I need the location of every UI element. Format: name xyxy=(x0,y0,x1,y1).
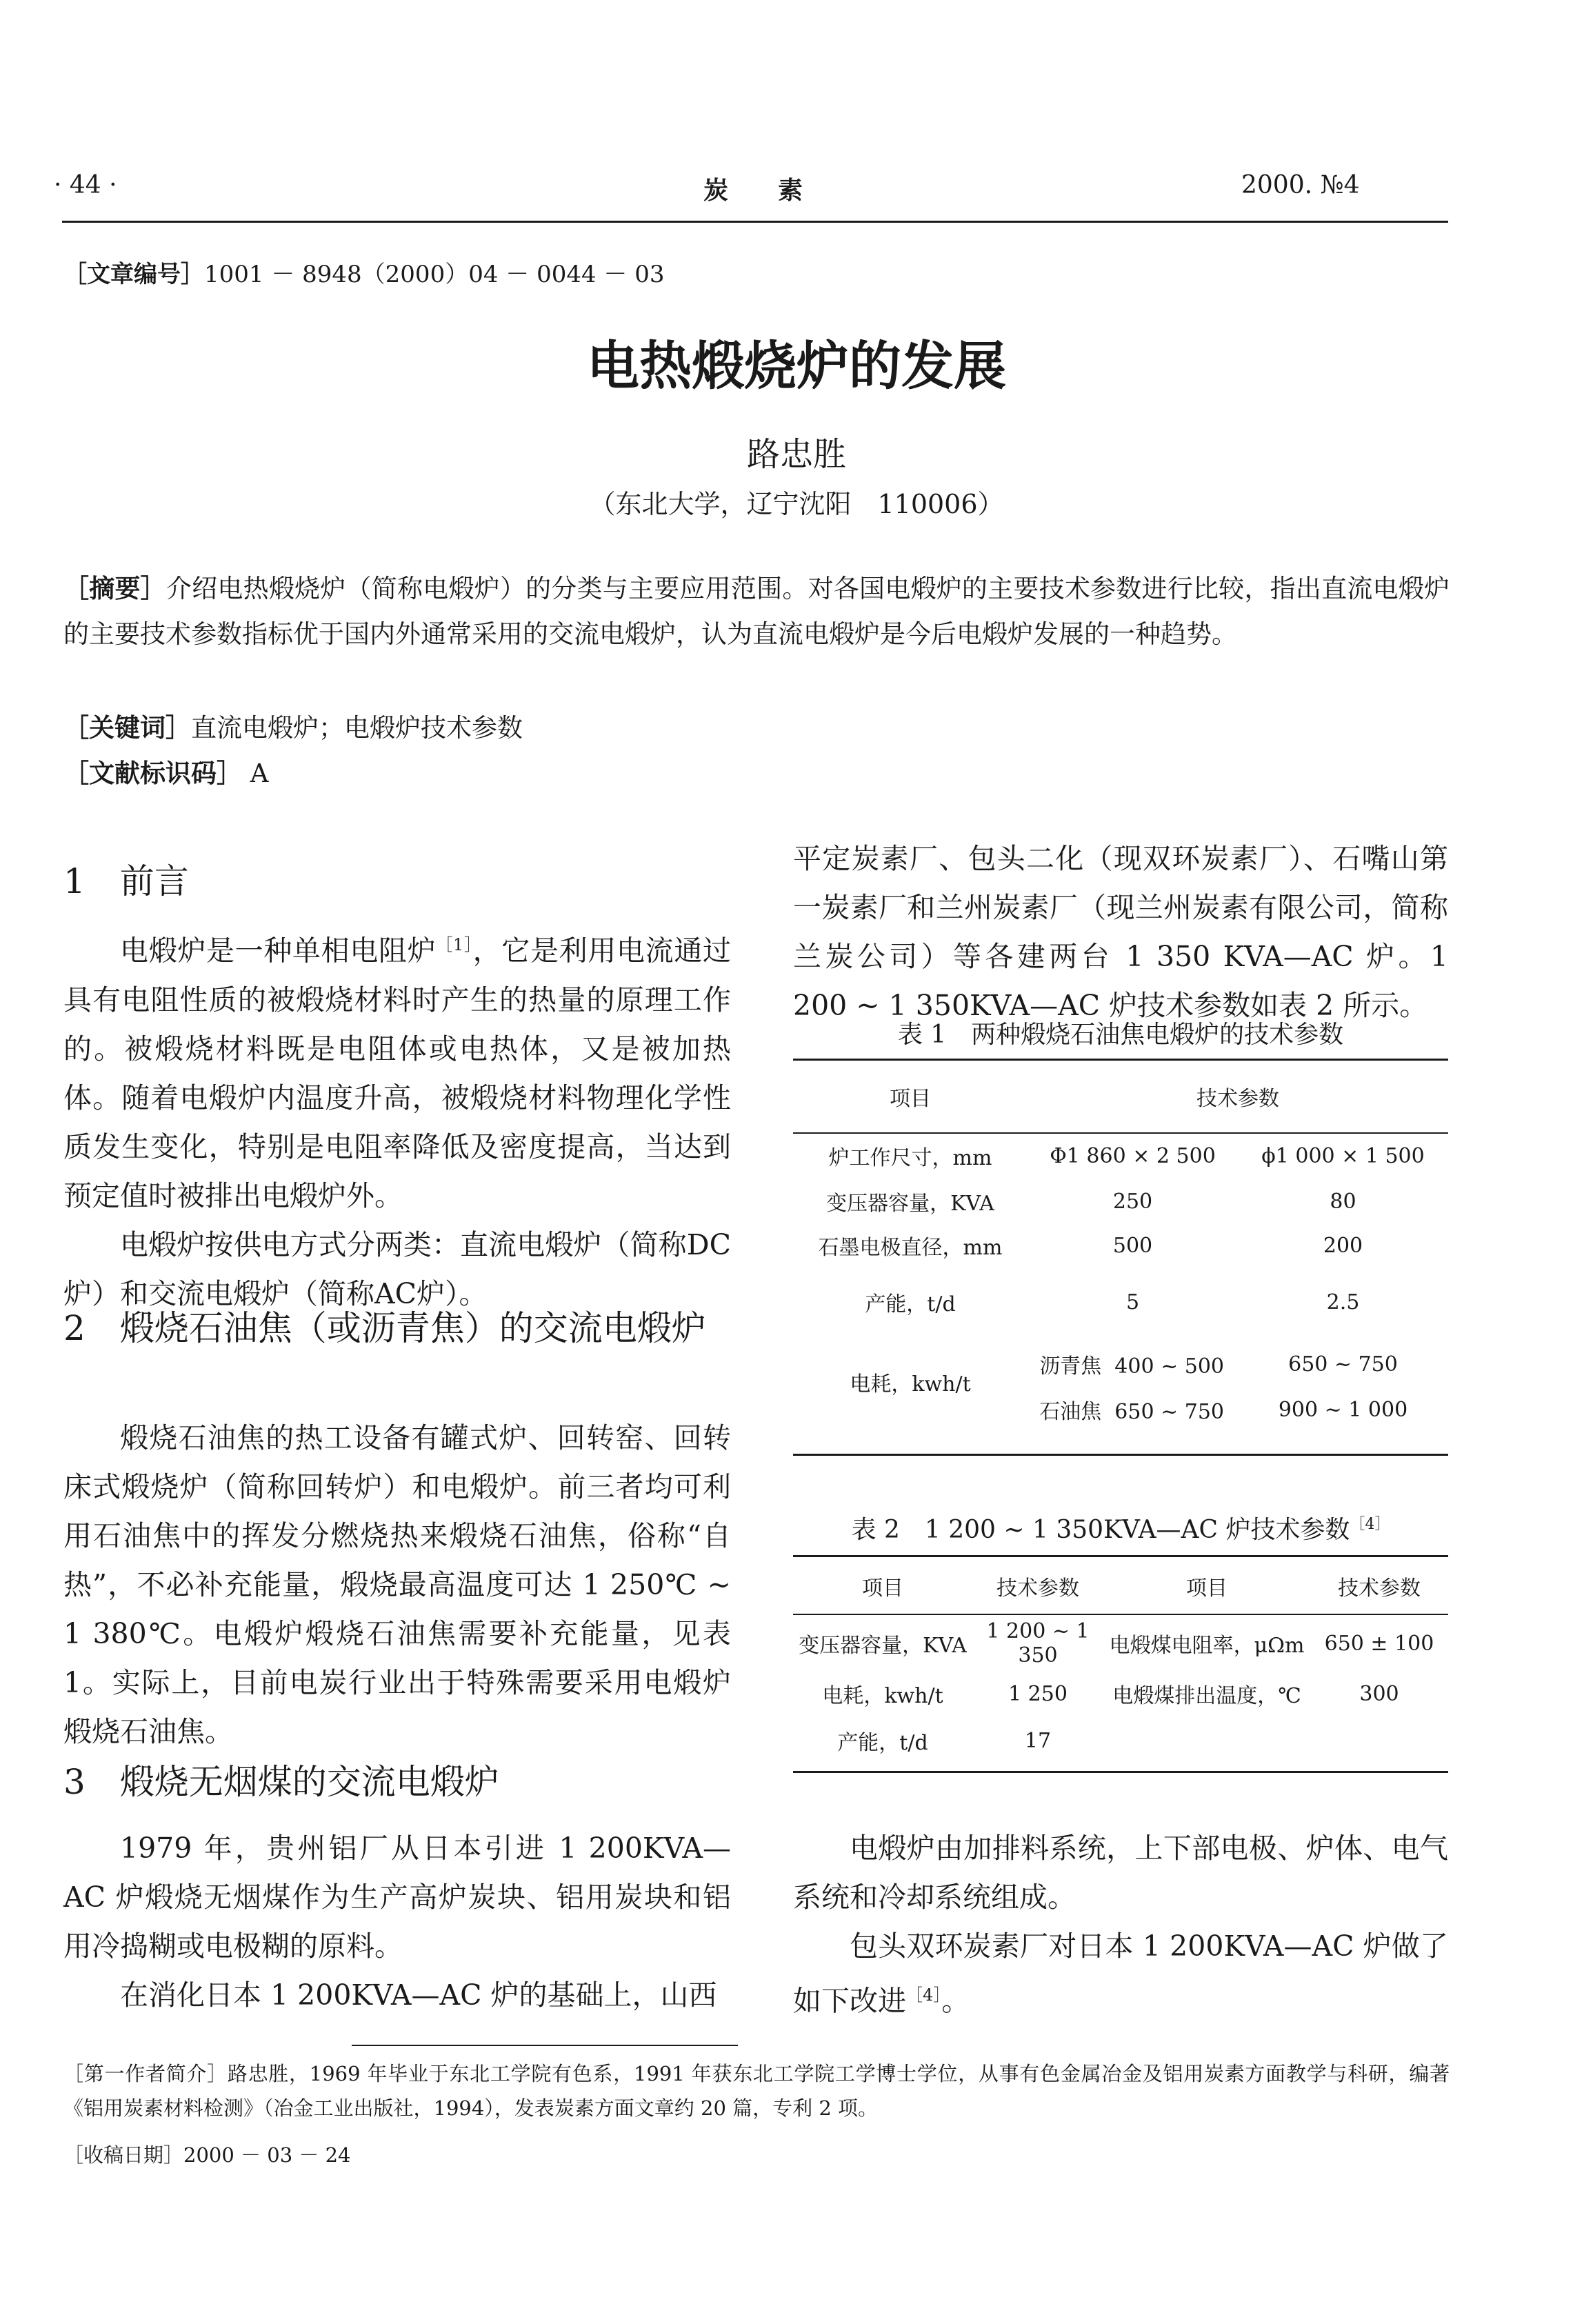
table-2-cell: 产能，t/d xyxy=(837,1731,928,1755)
table-1-cell: 250 xyxy=(1112,1189,1153,1214)
issue-number: 2000. №4 xyxy=(1241,171,1360,199)
table-row xyxy=(793,1179,1448,1223)
author-intro-label: ［第一作者简介］ xyxy=(63,2062,228,2085)
table-2-cell: 变压器容量，KVA xyxy=(799,1634,967,1658)
table-1-caption: 表 1 两种煅烧石油焦电煅炉的技术参数 xyxy=(897,1021,1344,1049)
section-1-heading: 1 前言 xyxy=(63,861,189,901)
table-2-cell xyxy=(1103,1716,1310,1765)
doc-code-value: A xyxy=(250,759,269,788)
table-1-head-params: 技术参数 xyxy=(1196,1087,1279,1111)
section-3-paragraph-1: 1979 年，贵州铝厂从日本引进 1 200KVA—AC 炉煅烧无烟煤作为生产高炉炭块、铝用炭块和铝用冷捣糊或电极糊的原料。 xyxy=(63,1832,731,1963)
table-2-head: 项目 xyxy=(1186,1576,1228,1601)
page-number: · 44 · xyxy=(54,171,117,199)
received-value: 2000 － 03 － 24 xyxy=(183,2143,351,2167)
keywords-label: ［关键词］ xyxy=(63,712,191,743)
table-1-cell: 650 ~ 750 xyxy=(1288,1352,1398,1376)
section-1-paragraph-1 xyxy=(63,921,731,1221)
table-1-cell: ϕ1 000 × 1 500 xyxy=(1261,1143,1425,1168)
keywords xyxy=(63,705,523,751)
table-1-cell xyxy=(1028,1392,1238,1428)
table-1-cell: 变压器容量，KVA xyxy=(826,1192,994,1216)
table-row xyxy=(793,1132,1448,1179)
article-title: 电热煅烧炉的发展 xyxy=(587,335,1006,397)
table-1-sub-label: 石油焦 xyxy=(1039,1400,1102,1424)
section-3-paragraph-2: 在消化日本 1 200KVA—AC 炉的基础上，山西 xyxy=(120,1979,717,2012)
table-2-head: 项目 xyxy=(862,1576,903,1601)
author-affiliation: （东北大学，辽宁沈阳 110006） xyxy=(589,489,1004,519)
table-row xyxy=(793,1336,1448,1392)
table-2 xyxy=(793,1557,1448,1765)
table-2-head: 技术参数 xyxy=(996,1576,1079,1601)
citation-1: ［1］ xyxy=(436,935,473,954)
table-row xyxy=(793,1223,1448,1268)
table-row xyxy=(793,1615,1448,1672)
table-2-head: 技术参数 xyxy=(1338,1576,1421,1601)
table-1-cell: 500 xyxy=(1112,1233,1153,1258)
table-2-cell: 17 xyxy=(1024,1728,1052,1753)
table-1-cell: 产能，t/d xyxy=(865,1292,956,1316)
table-2-cell: 电耗，kwh/t xyxy=(822,1684,943,1708)
table-1-bottom-rule xyxy=(793,1454,1448,1456)
abstract xyxy=(63,565,1450,657)
article-number xyxy=(63,255,664,289)
table-1-cell-power: 电耗，kwh/t xyxy=(850,1372,971,1396)
table-1-cell: 炉工作尺寸，mm xyxy=(828,1146,992,1170)
table-1 xyxy=(793,1061,1448,1428)
table-1-cell: 石墨电极直径，mm xyxy=(818,1236,1003,1260)
table-1-cell: 200 xyxy=(1323,1233,1363,1258)
table-row xyxy=(793,1268,1448,1336)
author-name: 路忠胜 xyxy=(746,435,846,474)
right-paragraph-2 xyxy=(793,1922,1448,2026)
abstract-label: ［摘要］ xyxy=(63,573,166,603)
table-1-sub-value: 650 ~ 750 xyxy=(1114,1400,1224,1424)
table-2-cell: 1 200 ~ 1 350 xyxy=(986,1619,1090,1667)
table-2-cell: 电煅煤排出温度，℃ xyxy=(1112,1684,1301,1708)
right-paragraph-2-text: 包头双环炭素厂对日本 1 200KVA—AC 炉做了如下改进 xyxy=(793,1930,1448,2018)
received-label: ［收稿日期］ xyxy=(63,2143,184,2167)
table-1-head-item: 项目 xyxy=(890,1087,931,1111)
section-2-body xyxy=(63,1414,731,1756)
author-intro-footnote xyxy=(63,2056,1450,2125)
keywords-text: 直流电煅炉；电煅炉技术参数 xyxy=(191,713,523,743)
right-paragraph-1: 电煅炉由加排料系统，上下部电极、炉体、电气系统和冷却系统组成。 xyxy=(793,1832,1448,1914)
table-2-bottom-rule xyxy=(793,1771,1448,1773)
article-number-value: 1001 － 8948（2000）04 － 0044 － 03 xyxy=(204,261,665,288)
right-paragraph-2-end: 。 xyxy=(941,1984,970,2018)
table-1-cell: 5 xyxy=(1125,1290,1140,1314)
doc-code xyxy=(63,750,269,797)
section-1-paragraph-2: 电煅炉按供电方式分两类：直流电煅炉（简称DC炉）和交流电煅炉（简称AC炉）。 xyxy=(63,1228,731,1310)
table-1-sub-label: 沥青焦 xyxy=(1039,1354,1102,1379)
doc-code-label: ［文献标识码］ xyxy=(63,758,242,788)
table-2-cell: 电煅煤电阻率，μΩm xyxy=(1109,1634,1305,1658)
journal-name: 炭 素 xyxy=(703,176,803,205)
right-column-continuation: 平定炭素厂、包头二化（现双环炭素厂）、石嘴山第一炭素厂和兰州炭素厂（现兰州炭素有限公司，简称兰炭公司）等各建两台 1 350 KVA—AC 炉。1 200 ~ 1 350KVA—AC 炉技术参数如表 2 所示。 xyxy=(793,842,1448,1022)
right-column-body xyxy=(793,1824,1448,2026)
table-1-cell xyxy=(1028,1336,1238,1392)
table-row xyxy=(793,1716,1448,1765)
section-1-body xyxy=(63,921,731,1319)
section-3-body xyxy=(63,1824,731,2020)
table-row xyxy=(793,1672,1448,1716)
author-intro-text: 路忠胜，1969 年毕业于东北工学院有色系，1991 年获东北工学院工学博士学位，从事有色金属冶金及铝用炭素方面教学与科研，编著《铝用炭素材料检测》（冶金工业出版社，1994），发表炭素方面文章约 20 篇，专利 2 项。 xyxy=(63,2062,1450,2120)
citation-4: ［4］ xyxy=(906,1985,942,2005)
table-1-cell: 80 xyxy=(1330,1189,1356,1214)
table-2-caption xyxy=(793,1510,1448,1545)
table-2-caption-text: 表 2 1 200 ~ 1 350KVA—AC 炉技术参数 xyxy=(851,1516,1350,1544)
section-2-paragraph-1: 煅烧石油焦的热工设备有罐式炉、回转窑、回转床式煅烧炉（简称回转炉）和电煅炉。前三者均可利用石油焦中的挥发分燃烧热来煅烧石油焦，俗称“自热”，不必补充能量，煅烧最高温度可达 1 250℃ ~ 1 380℃。电煅炉煅烧石油焦需要补充能量，见表 1。实际上，目前电炭行业出于特殊需要采用电煅炉煅烧石油焦。 xyxy=(63,1421,731,1748)
section-3-heading: 3 煅烧无烟煤的交流电煅炉 xyxy=(63,1762,499,1802)
table-2-citation: ［4］ xyxy=(1350,1516,1390,1533)
footnote-rule xyxy=(352,2045,738,2046)
section-1-p1-rest: ，它是利用电流通过具有电阻性质的被煅烧材料时产生的热量的原理工作的。被煅烧材料既是电阻体或电热体，又是被加热体。随着电煅炉内温度升高，被煅烧材料物理化学性质发生变化，特别是电阻率降低及密度提高，当达到预定值时被排出电煅炉外。 xyxy=(63,934,731,1212)
table-2-cell xyxy=(1310,1716,1448,1765)
table-1-cell: 900 ~ 1 000 xyxy=(1278,1397,1408,1422)
header-rule xyxy=(62,221,1448,223)
abstract-text: 介绍电热煅烧炉（简称电煅炉）的分类与主要应用范围。对各国电煅炉的主要技术参数进行比较，指出直流电煅炉的主要技术参数指标优于国内外通常采用的交流电煅炉，认为直流电煅炉是今后电煅炉发展的一种趋势。 xyxy=(63,574,1450,649)
section-1-p1-start: 电煅炉是一种单相电阻炉 xyxy=(120,934,437,968)
table-2-cell: 300 xyxy=(1359,1681,1399,1706)
table-1-cell: Φ1 860 × 2 500 xyxy=(1050,1143,1216,1168)
section-2-heading: 2 煅烧石油焦（或沥青焦）的交流电煅炉 xyxy=(63,1308,706,1348)
received-date xyxy=(63,2138,351,2172)
table-2-cell: 650 ± 100 xyxy=(1324,1631,1434,1656)
article-number-label: ［文章编号］ xyxy=(63,261,204,288)
table-1-cell: 2.5 xyxy=(1326,1290,1360,1314)
table-2-cell: 1 250 xyxy=(1008,1681,1068,1706)
table-1-sub-value: 400 ~ 500 xyxy=(1114,1354,1224,1379)
